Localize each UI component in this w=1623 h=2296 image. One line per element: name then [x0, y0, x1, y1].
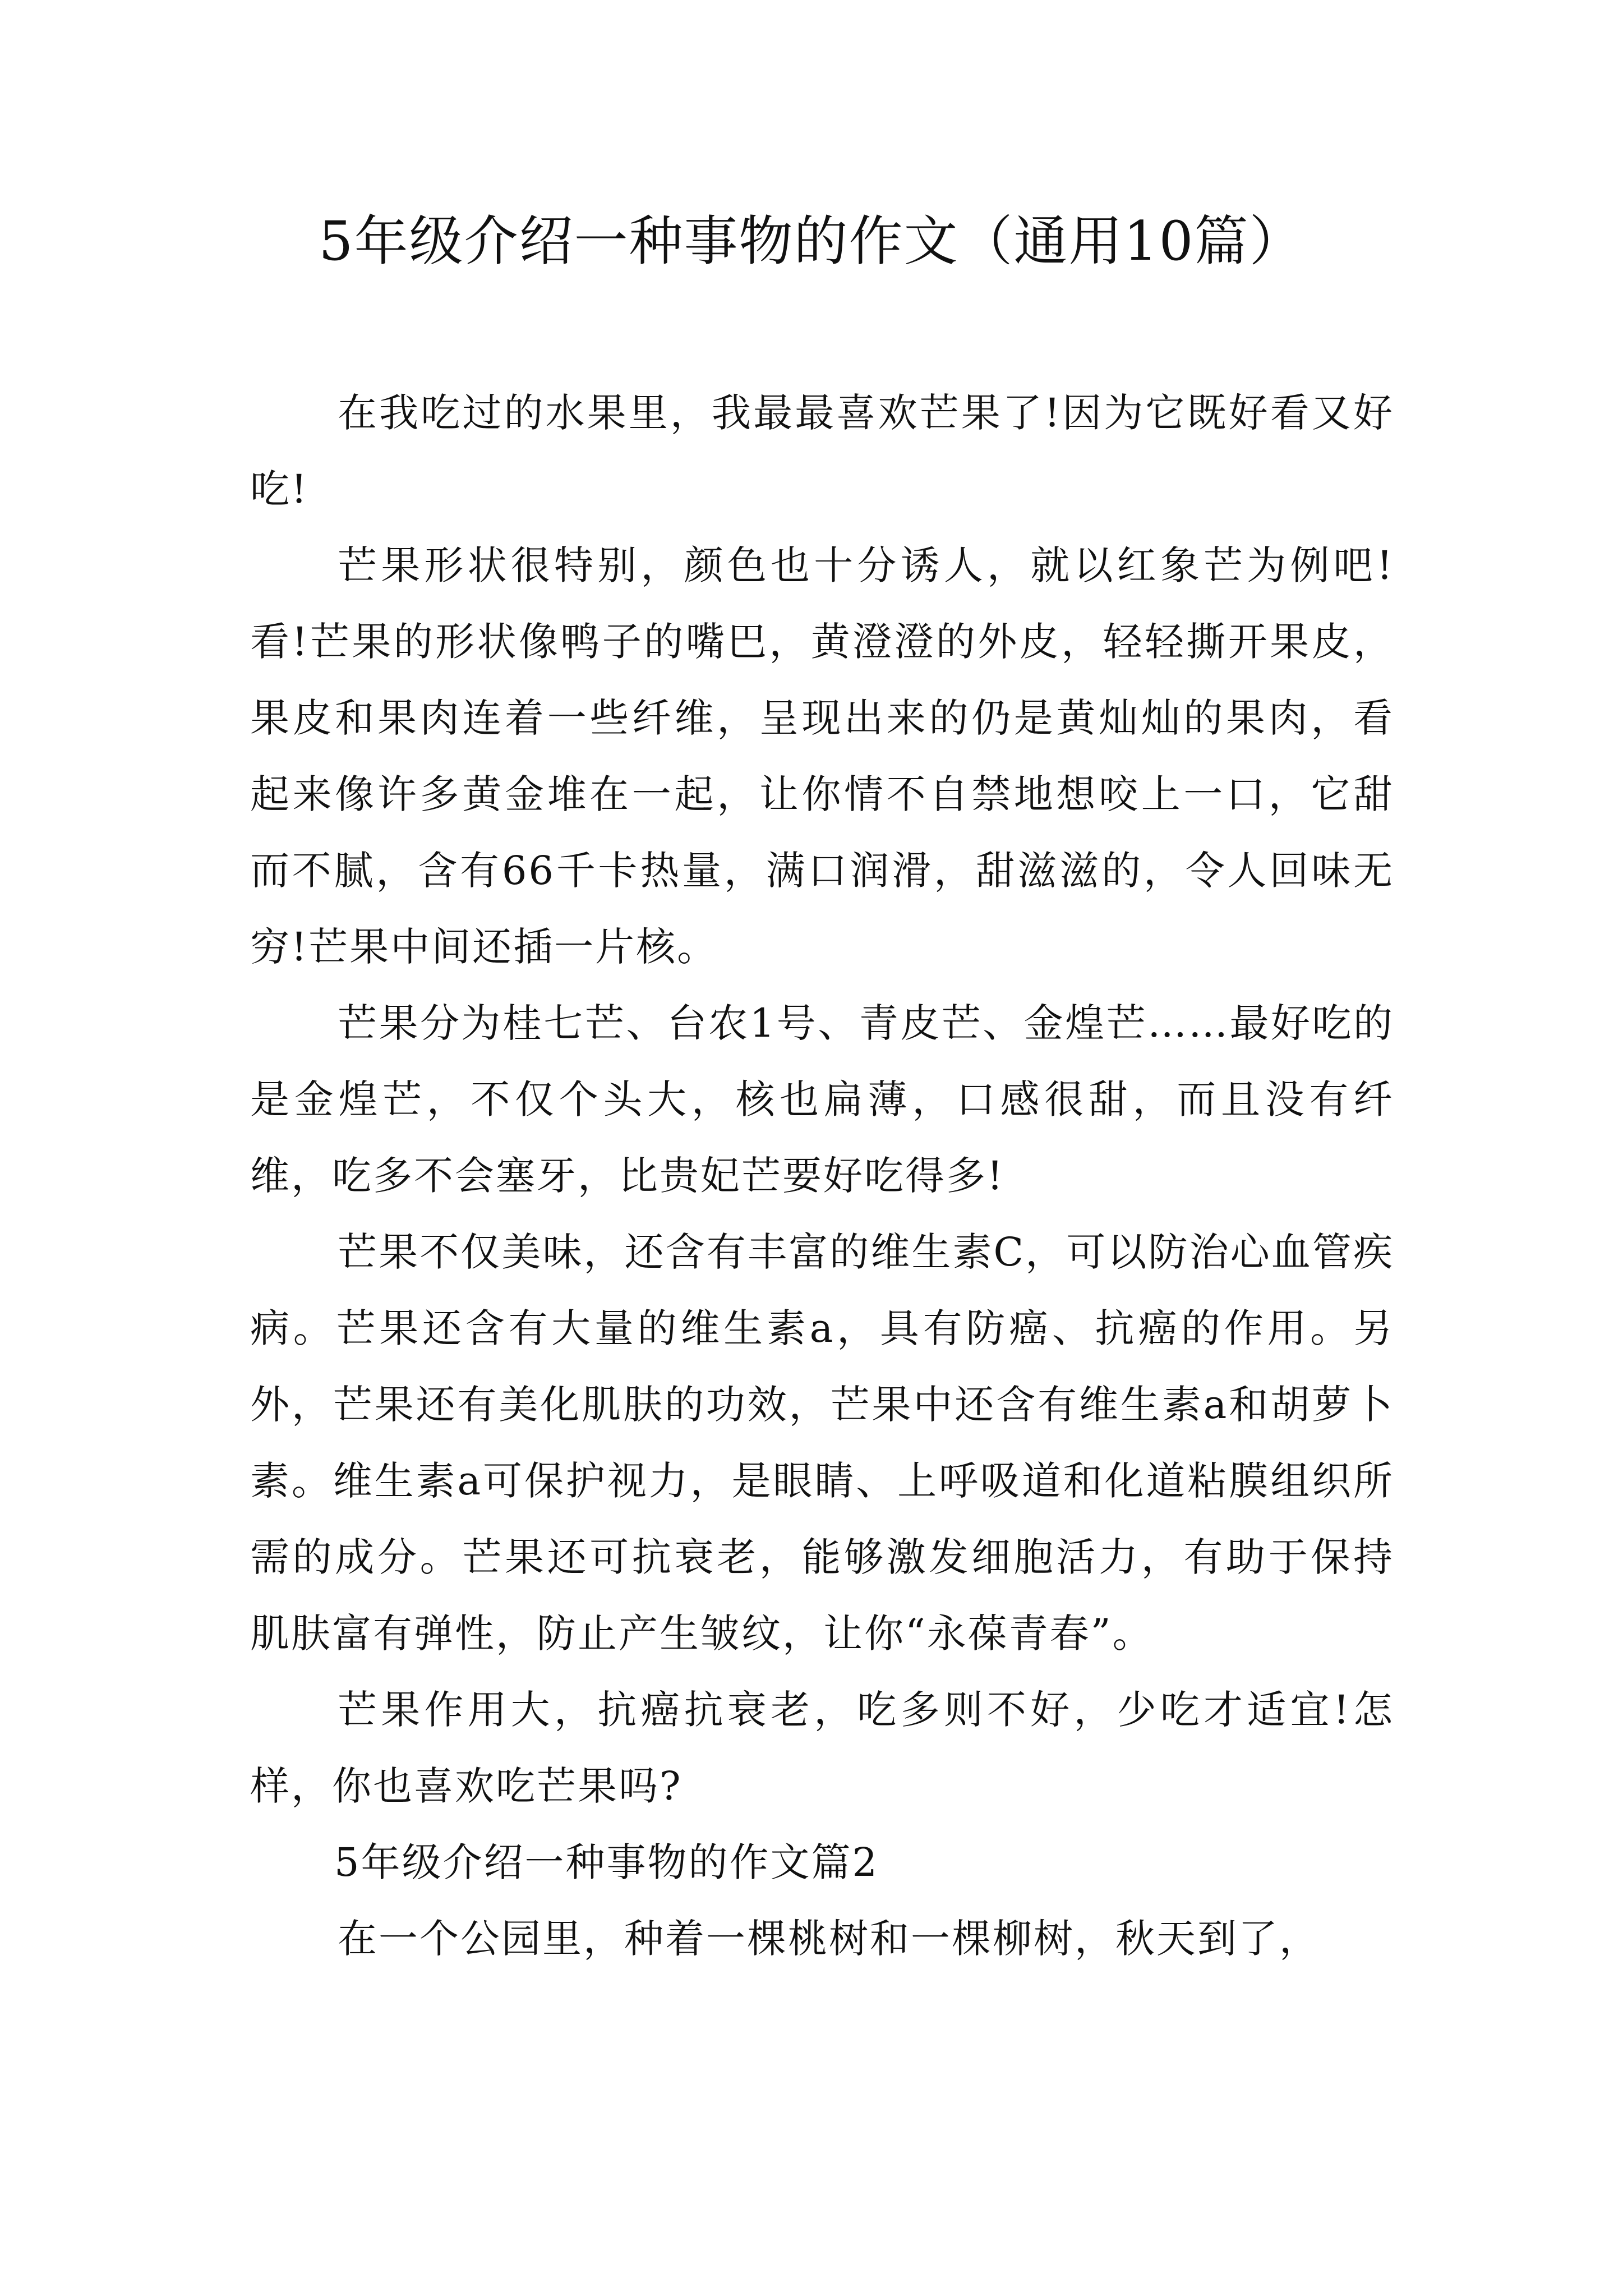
- paragraph-6: 在一个公园里，种着一棵桃树和一棵柳树，秋天到了，: [338, 1916, 1320, 1962]
- paragraph-2: 芒果形状很特别，颜色也十分诱人，就以红象芒为例吧!看!芒果的形状像鸭子的嘴巴，黄澄澄的外皮，轻轻撕开果皮，果皮和果肉连着一些纤维，呈现出来的仍是黄灿灿的果肉，看起来像许多黄金堆在一起，让你情不自禁地想咬上一口，它甜而不腻，含有66千卡热量，满口润滑，甜滋滋的，令人回味无穷!芒果中间还插一片核。: [250, 542, 1394, 970]
- paragraph-4: 芒果不仅美味，还含有丰富的维生素C，可以防治心血管疾病。芒果还含有大量的维生素a，具有防癌、抗癌的作用。另外，芒果还有美化肌肤的功效，芒果中还含有维生素a和胡萝卜素。维生素a可保护视力，是眼睛、上呼吸道和化道粘膜组织所需的成分。芒果还可抗衰老，能够激发细胞活力，有助于保持肌肤富有弹性，防止产生皱纹，让你“永葆青春”。: [250, 1229, 1394, 1657]
- paragraph-5: 芒果作用大，抗癌抗衰老，吃多则不好，少吃才适宜!怎样，你也喜欢吃芒果吗?: [250, 1687, 1394, 1809]
- document-body: [250, 375, 1394, 1977]
- paragraph-1: 在我吃过的水果里，我最最喜欢芒果了!因为它既好看又好吃!: [250, 390, 1394, 512]
- section-heading: 5年级介绍一种事物的作文篇2: [334, 1839, 879, 1885]
- paragraph-3: 芒果分为桂七芒、台农1号、青皮芒、金煌芒……最好吃的是金煌芒，不仅个头大，核也扁薄，口感很甜，而且没有纤维，吃多不会塞牙，比贵妃芒要好吃得多!: [250, 1000, 1394, 1199]
- document-title: 5年级介绍一种事物的作文（通用10篇）: [319, 210, 1304, 273]
